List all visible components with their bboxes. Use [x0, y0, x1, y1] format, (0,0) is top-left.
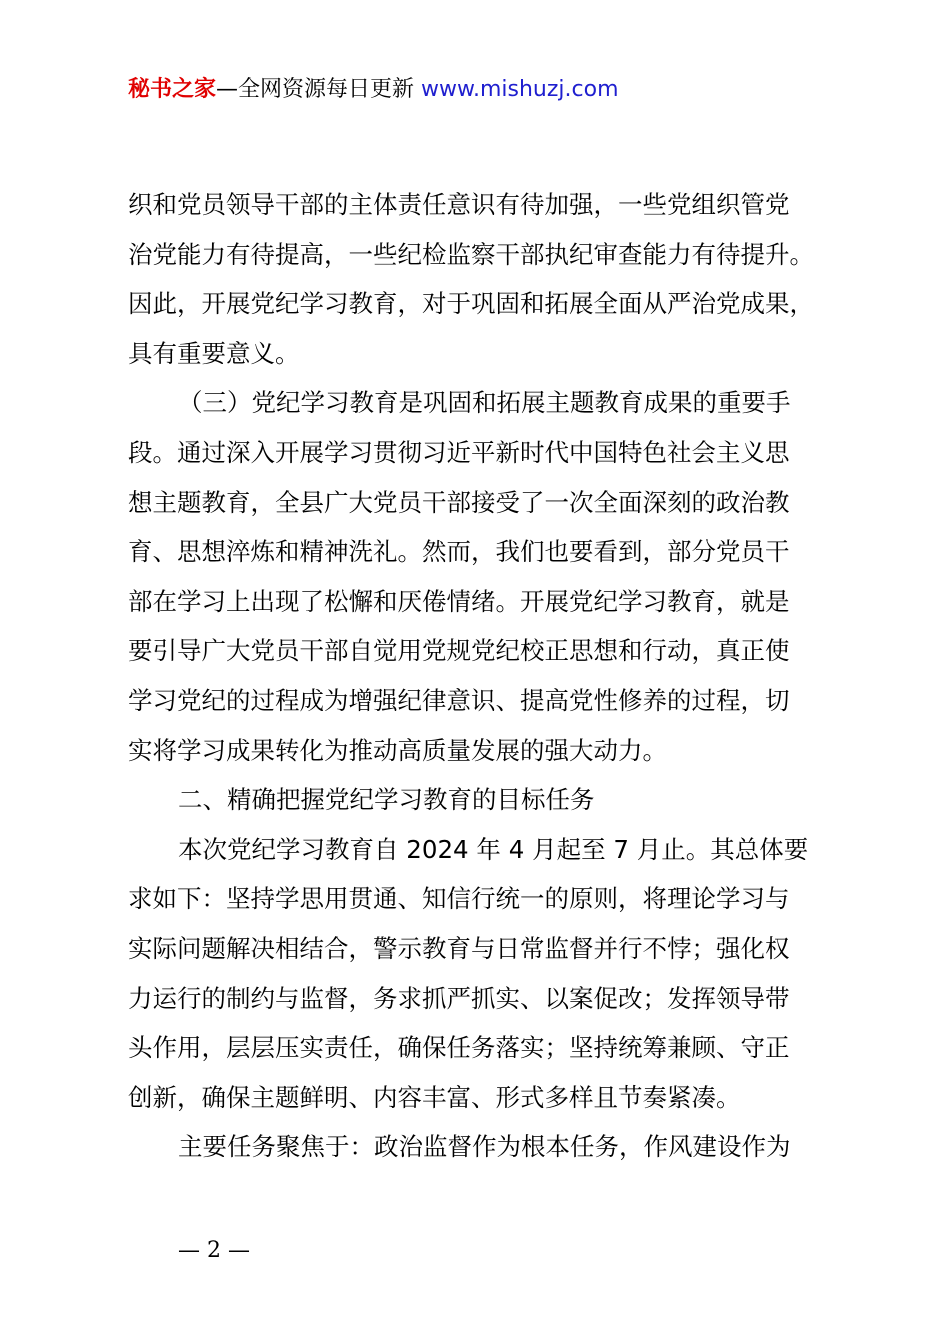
text-line: 头作用，层层压实责任，确保任务落实；坚持统筹兼顾、守正: [128, 1033, 790, 1063]
document-body: [128, 180, 863, 1172]
text-line: 创新，确保主题鲜明、内容丰富、形式多样且节奏紧凑。: [128, 1082, 741, 1112]
text-line: 实际问题解决相结合，警示教育与日常监督并行不悖；强化权: [128, 933, 790, 963]
page-number: — 2 —: [178, 1238, 250, 1263]
text-line: 治党能力有待提高，一些纪检监察干部执纪审查能力有待提升。: [128, 239, 814, 269]
text-line: 具有重要意义。: [128, 338, 300, 368]
text-line: 要引导广大党员干部自觉用党规党纪校正思想和行动，真正使: [128, 636, 790, 666]
paragraph-section-three: [128, 378, 863, 775]
header-tagline: —全网资源每日更新: [216, 77, 422, 102]
text-line: 求如下：坚持学思用贯通、知信行统一的原则，将理论学习与: [128, 884, 790, 914]
text-line: 本次党纪学习教育自 2024 年 4 月起至 7 月止。其总体要: [178, 834, 809, 864]
text-line: 因此，开展党纪学习教育，对于巩固和拓展全面从严治党成果，: [128, 289, 814, 319]
text-line: （三）党纪学习教育是巩固和拓展主题教育成果的重要手: [178, 388, 791, 418]
text-line: 段。通过深入开展学习贯彻习近平新时代中国特色社会主义思: [128, 437, 790, 467]
text-line: 织和党员领导干部的主体责任意识有待加强，一些党组织管党: [128, 190, 790, 219]
heading-text: 二、精确把握党纪学习教育的目标任务: [178, 785, 595, 815]
text-line: 育、思想淬炼和精神洗礼。然而，我们也要看到，部分党员干: [128, 537, 790, 567]
text-line: 学习党纪的过程成为增强纪律意识、提高党性修养的过程，切: [128, 685, 790, 715]
text-line: 实将学习成果转化为推动高质量发展的强大动力。: [128, 735, 667, 765]
site-url-link[interactable]: www.mishuzj.com: [421, 77, 619, 102]
text-line: 部在学习上出现了松懈和厌倦情绪。开展党纪学习教育，就是: [128, 586, 790, 616]
text-line: 想主题教育，全县广大党员干部接受了一次全面深刻的政治教: [128, 487, 790, 517]
paragraph-continuation: [128, 180, 863, 378]
section-heading: [128, 775, 863, 825]
text-line: 力运行的制约与监督，务求抓严抓实、以案促改；发挥领导带: [128, 983, 790, 1013]
paragraph-main-tasks: [128, 1122, 863, 1172]
text-line: 主要任务聚焦于：政治监督作为根本任务，作风建设作为: [178, 1132, 791, 1162]
site-brand: 秘书之家: [128, 77, 217, 102]
paragraph-overall-requirements: [128, 825, 863, 1123]
page-header: [128, 72, 619, 108]
